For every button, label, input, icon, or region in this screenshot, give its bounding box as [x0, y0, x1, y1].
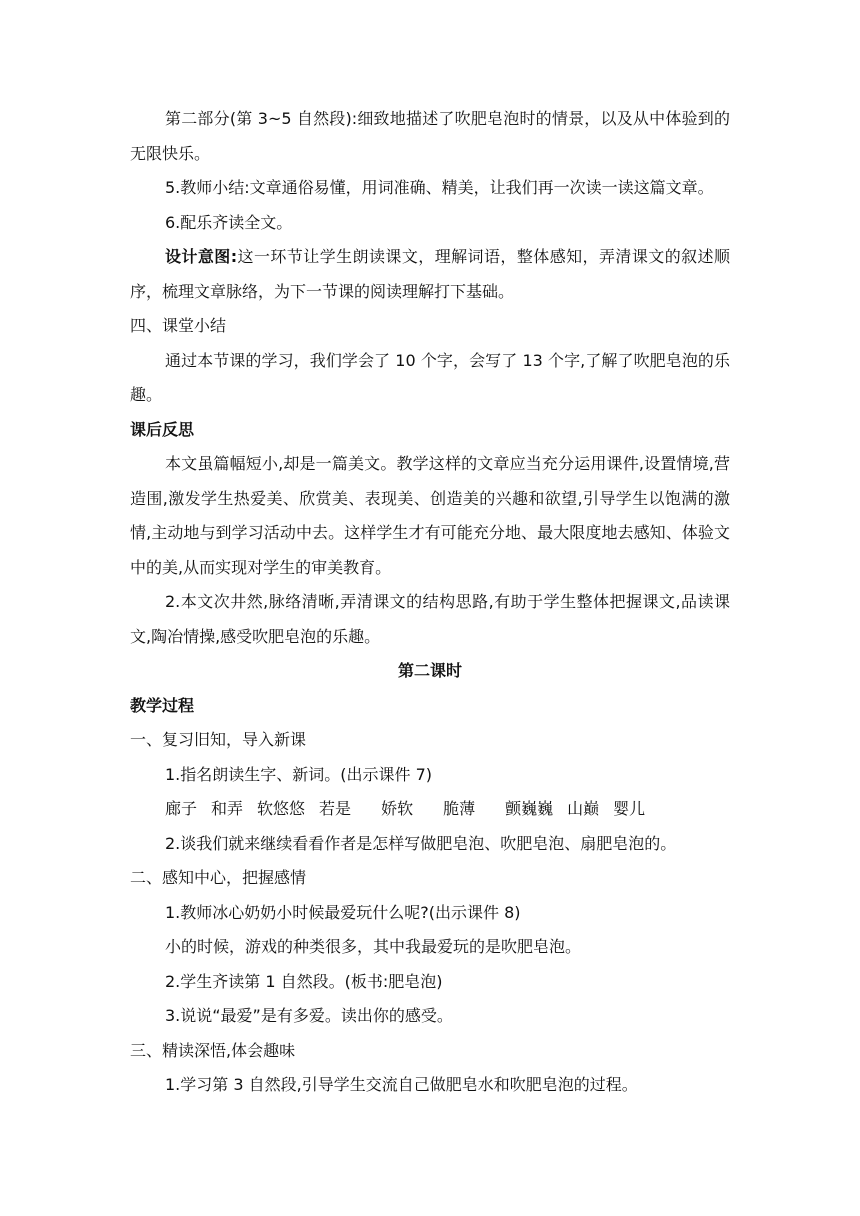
paragraph-design-intent	[130, 240, 730, 309]
word-item: 脆薄	[443, 799, 476, 818]
word-item: 山巅	[567, 799, 600, 818]
paragraph-favorite: 3.说说“最爱”是有多爱。读出你的感受。	[165, 1006, 453, 1025]
heading-teaching-process: 教学过程	[130, 695, 195, 715]
word-item: 娇软	[381, 799, 414, 818]
paragraph-reflection-2: 2.本文次井然,脉络清晰,弄清课文的结构思路,有助于学生整体把握课文,品读课文,陶冶情操,感受吹肥皂泡的乐趣。	[130, 592, 730, 646]
paragraph-read-first: 2.学生齐读第 1 自然段。(板书:肥皂泡)	[165, 971, 443, 991]
heading-class-summary: 四、课堂小结	[130, 316, 227, 335]
paragraph-question: 1.教师冰心奶奶小时候最爱玩什么呢?(出示课件 8)	[165, 902, 521, 922]
word-item: 婴儿	[613, 799, 646, 818]
paragraph-reflection-1: 本文虽篇幅短小,却是一篇美文。教学这样的文章应当充分运用课件,设置情境,营造围,激发学生热爱美、欣赏美、表现美、创造美的兴趣和欲望,引导学生以饱满的激情,主动地与到学习活动中去。这样学生才有可能充分地、最大限度地去感知、体验文中的美,从而实现对学生的审美教育。	[130, 454, 730, 577]
word-item: 和弄	[211, 799, 244, 818]
paragraph-summary: 通过本节课的学习，我们学会了 10 个字，会写了 13 个字,了解了吹肥皂泡的乐趣。	[130, 350, 730, 404]
design-intent-label: 设计意图:	[165, 247, 238, 266]
word-list	[130, 792, 730, 827]
paragraph-teacher-summary: 5.教师小结:文章通俗易懂，用词准确、精美，让我们再一次读一读这篇文章。	[165, 178, 714, 197]
paragraph-continue: 2.谈我们就来继续看看作者是怎样写做肥皂泡、吹肥皂泡、扇肥皂泡的。	[165, 833, 677, 853]
paragraph-quote: 小的时候，游戏的种类很多，其中我最爱玩的是吹肥皂泡。	[165, 937, 582, 956]
heading-reflection: 课后反思	[130, 419, 195, 439]
paragraph-part-two: 第二部分(第 3~5 自然段):细致地描述了吹肥皂泡时的情景，以及从中体验到的无限快乐。	[130, 109, 730, 163]
heading-feel-center: 二、感知中心，把握感情	[130, 868, 307, 887]
word-item: 软悠悠	[257, 799, 306, 818]
paragraph-music-reading: 6.配乐齐读全文。	[165, 212, 293, 232]
word-item: 颤巍巍	[505, 799, 554, 818]
word-item: 若是	[319, 799, 352, 818]
paragraph-read-new-words: 1.指名朗读生字、新词。(出示课件 7)	[165, 764, 433, 784]
document-page	[130, 102, 730, 1103]
paragraph-learn-third: 1.学习第 3 自然段,引导学生交流自己做肥皂水和吹肥皂泡的过程。	[165, 1075, 638, 1094]
design-intent-text: 这一环节让学生朗读课文，理解词语，整体感知，弄清课文的叙述顺序，梳理文章脉络，为下一节课的阅读理解打下基础。	[130, 247, 730, 301]
heading-second-lesson: 第二课时	[397, 661, 462, 680]
heading-close-reading: 三、精读深悟,体会趣味	[130, 1040, 296, 1060]
heading-review: 一、复习旧知，导入新课	[130, 730, 307, 749]
word-item: 廊子	[165, 799, 198, 818]
